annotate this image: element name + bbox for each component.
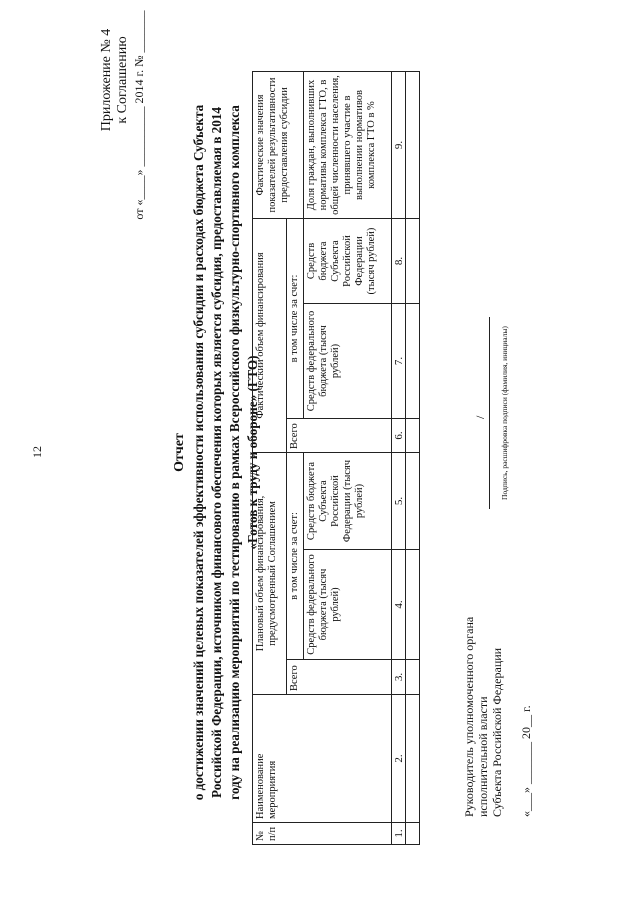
signatory-title-line: Руководитель уполномоченного органа (462, 616, 476, 817)
report-table (252, 71, 420, 845)
data-cell[interactable] (406, 660, 420, 695)
data-cell[interactable] (406, 695, 420, 823)
data-cell[interactable] (406, 72, 420, 219)
data-cell[interactable] (406, 419, 420, 453)
signature-date: «___» _______ 20__ г. (519, 705, 533, 817)
column-number: 9. (392, 72, 406, 219)
actual-total-header: Всего (287, 419, 392, 453)
column-number: 6. (392, 419, 406, 453)
appendix-date-line: от «____» __________ 2014 г. № _______ (132, 10, 146, 220)
signatory-title-line: исполнительной власти (476, 696, 490, 817)
planned-subject-header: Средств бюджета Субъекта Российской Федерации (тысяч рублей) (304, 453, 392, 550)
appendix-title: Приложение № 4 (99, 28, 114, 132)
planned-total-header: Всего (287, 660, 392, 695)
signature-line (489, 317, 490, 509)
column-number: 5. (392, 453, 406, 550)
result-indicators-header: Фактические значения показателей результативности предоставления субсидии (253, 72, 304, 219)
report-heading-line: Российской Федерации, источником финансового обеспечения которых является субсидия, предоставляемая в 2014 (209, 106, 224, 799)
signature-caption: Подпись, расшифровка подписи (фамилия, инициалы) (500, 326, 509, 500)
column-number: 7. (392, 304, 406, 419)
signatory-title-line: Субъекта Российской Федерации (490, 647, 504, 817)
actual-funding-header: Фактический объем финансирования (253, 219, 287, 453)
actual-including-header: в том числе за счет: (287, 219, 304, 419)
data-cell[interactable] (406, 219, 420, 304)
data-cell[interactable] (406, 823, 420, 845)
report-title: Отчет (172, 433, 187, 472)
column-number: 4. (392, 550, 406, 660)
appendix-reference: к Соглашению (115, 36, 130, 124)
planned-federal-header: Средств федерального бюджета (тысяч рублей) (304, 550, 392, 660)
actual-federal-header: Средств федерального бюджета (тысяч рублей) (304, 304, 392, 419)
column-number: 3. (392, 660, 406, 695)
actual-subject-header: Средств бюджета Субъекта Российской Федерации (тысяч рублей) (304, 219, 392, 304)
page-number: 12 (30, 446, 44, 458)
data-cell[interactable] (406, 453, 420, 550)
report-heading-line: году на реализацию мероприятий по тестированию в рамках Всероссийского физкультурно-спортивного комплекса (227, 105, 242, 800)
report-heading-line: о достижении значений целевых показателей эффективности использования субсидии и расходах бюджета Субъекта (191, 104, 206, 801)
data-cell[interactable] (406, 304, 420, 419)
col-name-header: Наименование мероприятия (253, 695, 392, 823)
column-number: 2. (392, 695, 406, 823)
col-no-header: № п/п (253, 823, 392, 845)
data-cell[interactable] (406, 550, 420, 660)
column-number: 1. (392, 823, 406, 845)
report-heading-line: «Готов к труду и обороне» (ГТО) (245, 355, 260, 550)
planned-including-header: в том числе за счет: (287, 453, 304, 660)
planned-funding-header: Плановый объем финансирования, предусмотренный Соглашением (253, 453, 287, 695)
signature-slash: / (473, 415, 487, 419)
result-description: Доля граждан, выполнивших нормативы комплекса ГТО, в общей численности населения, принявшего участие в выполнении нормативов комплекса ГТО в % (304, 72, 392, 219)
column-number: 8. (392, 219, 406, 304)
